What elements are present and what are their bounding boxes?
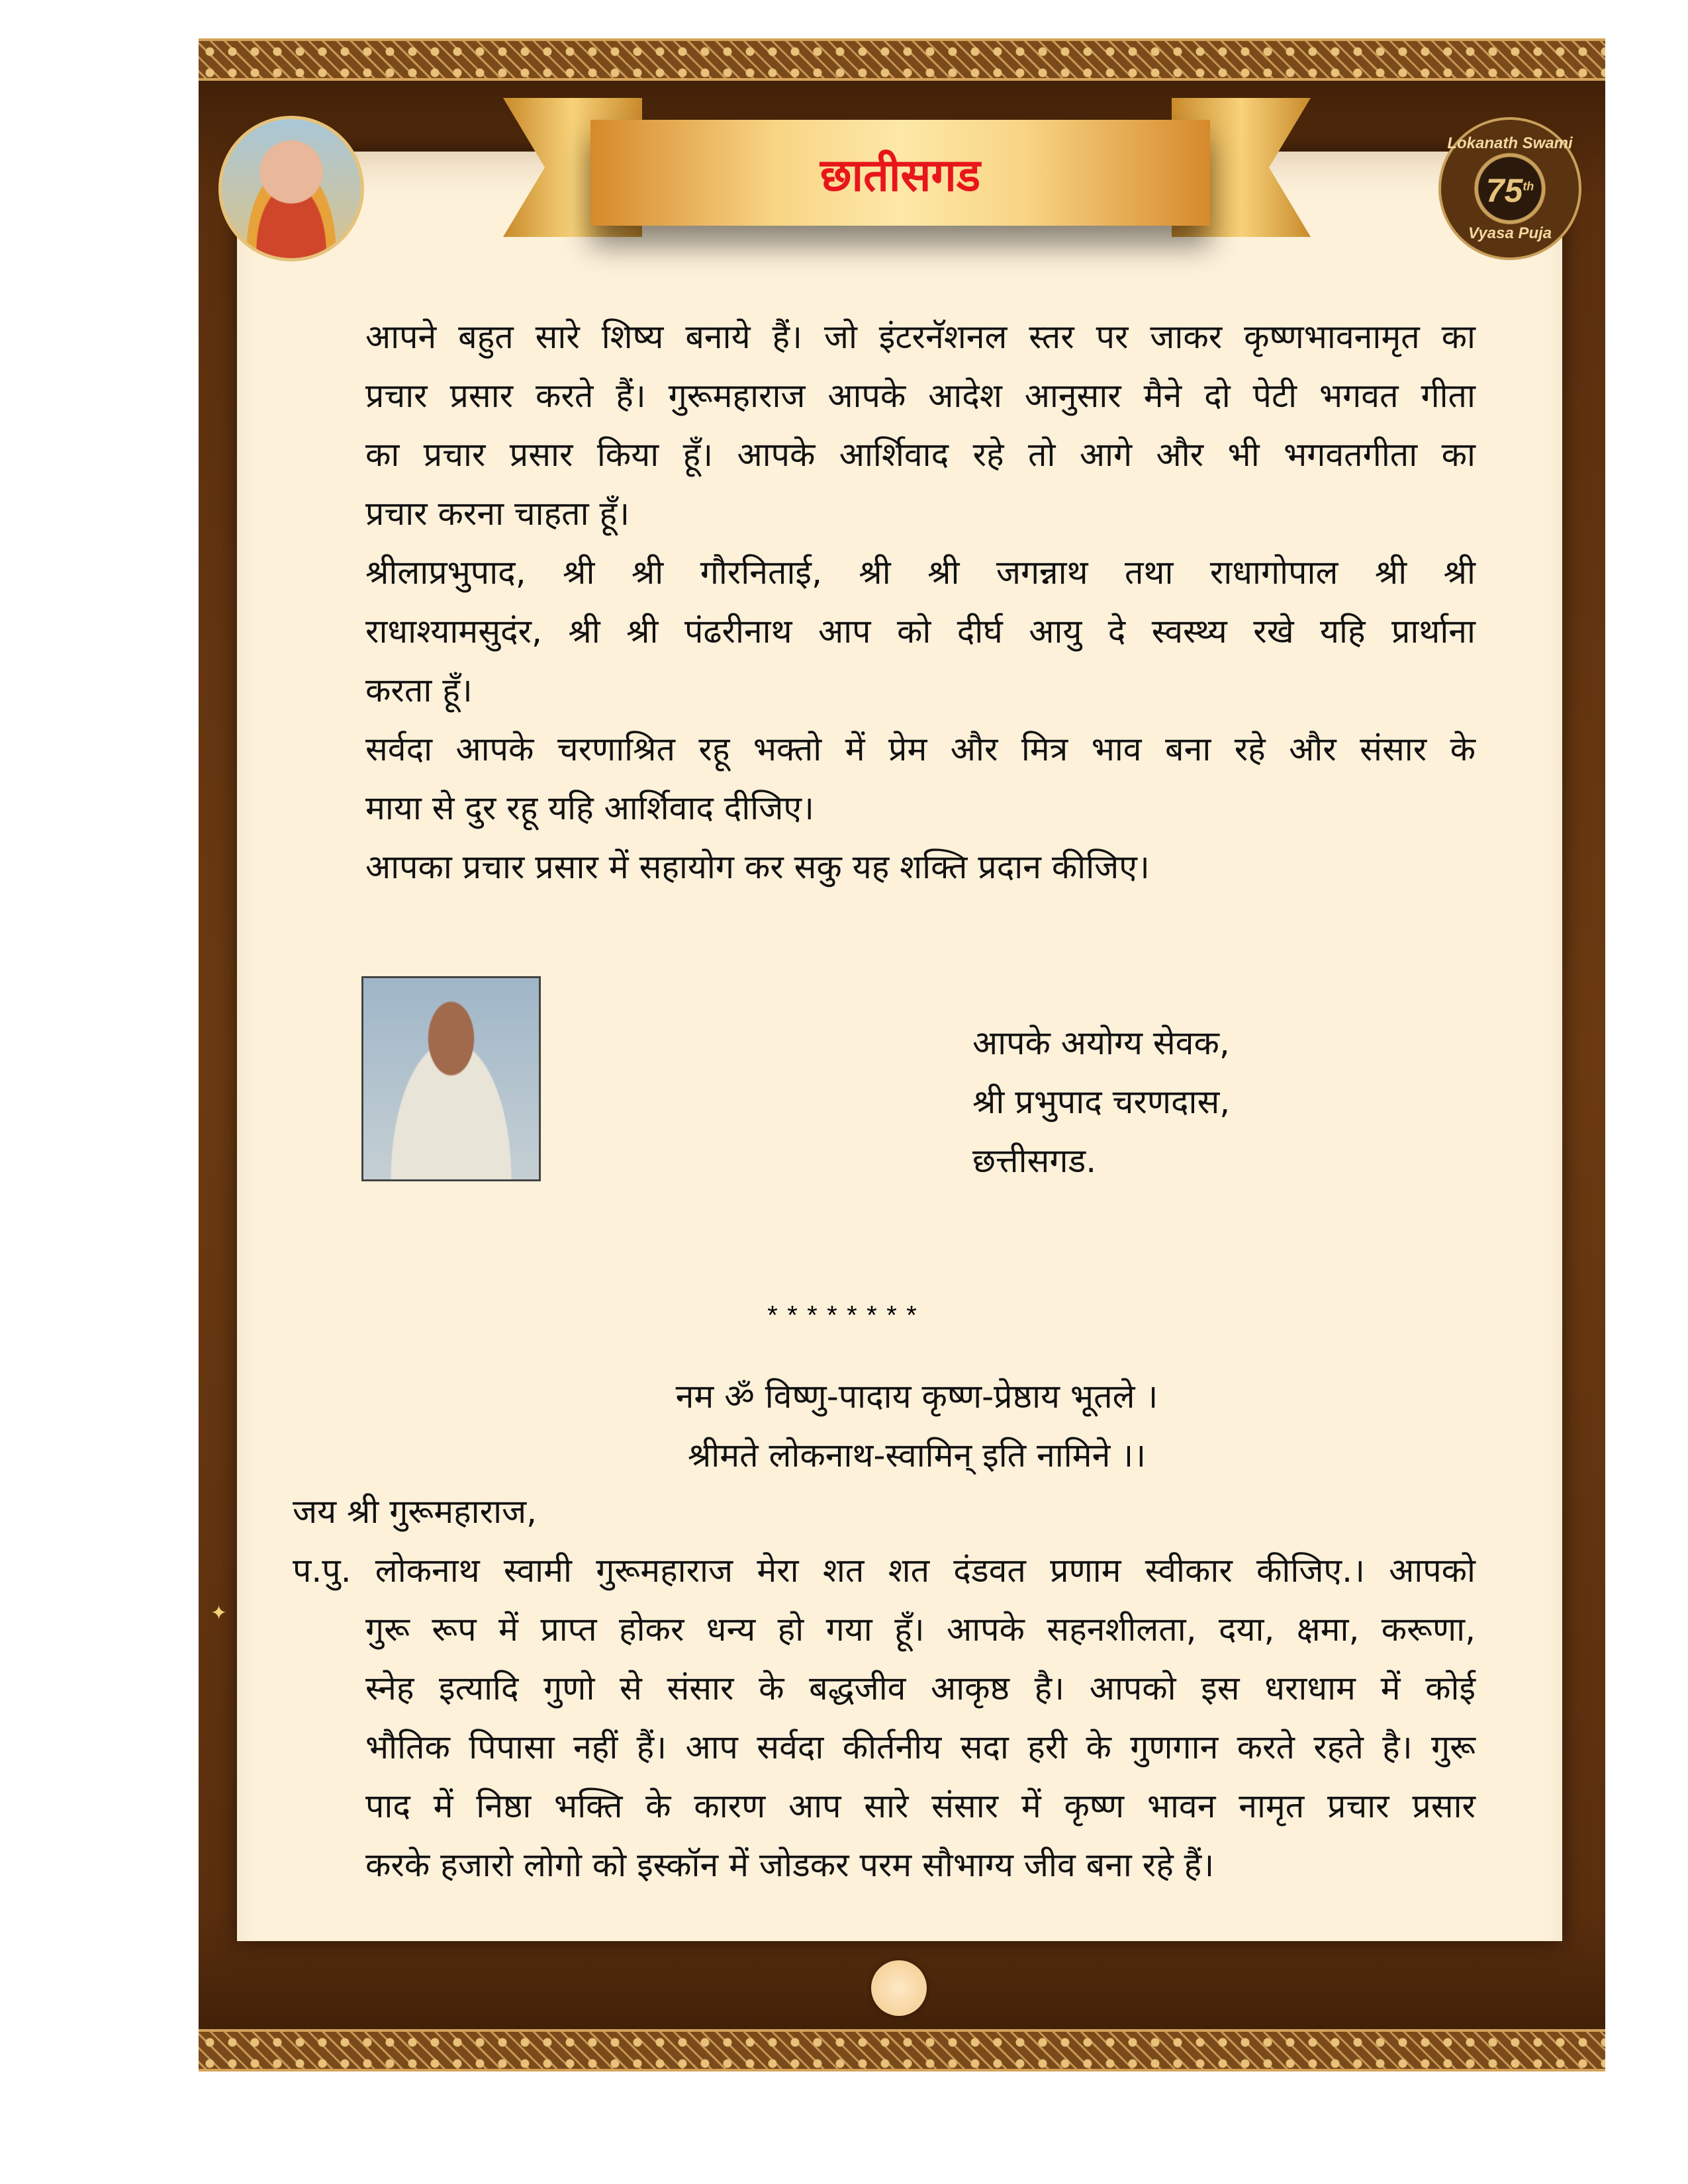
text-line: आपके अयोग्य सेवक, [972, 1024, 1230, 1062]
pranam-mantra [569, 1367, 1264, 1485]
letter-body-2 [293, 1482, 1476, 1895]
guru-portrait [218, 116, 364, 261]
text-line: प.पु. लोकनाथ स्वामी गुरूमहाराज मेरा शत शत दंडवत प्रणाम स्वीकार कीजिए.। आपको [293, 1551, 1476, 1590]
text-line: प्रचार प्रसार करते हैं। गुरूमहाराज आपके आदेश आनुसार मैने दो पेटी भगवत गीता [365, 377, 1476, 415]
text-line: प्रचार करना चाहता हूँ। [365, 494, 630, 533]
signature-block [972, 1014, 1230, 1191]
author-photo [361, 976, 541, 1181]
sparkle-icon: ✦ [211, 1602, 228, 1625]
text-line: माया से दुर रहू यहि आर्शिवाद दीजिए। [365, 789, 814, 827]
text-line: करता हूँ। [365, 671, 473, 709]
title-banner [590, 120, 1210, 226]
badge-number-suffix: th [1523, 179, 1534, 193]
text-line: करके हजारो लोगो को इस्कॉन में जोडकर परम सौभाग्य जीव बना रहे हैं। [365, 1846, 1215, 1884]
text-line: आपका प्रचार प्रसार में सहायोग कर सकु यह शक्ति प्रदान कीजिए। [365, 848, 1150, 886]
text-line: स्नेह इत्यादि गुणो से संसार के बद्धजीव आकृष्ठ है। आपको इस धराधाम में कोई [365, 1669, 1476, 1707]
separator: ******** [764, 1304, 924, 1334]
badge-number [1441, 171, 1579, 210]
text-line: का प्रचार प्रसार किया हूँ। आपके आर्शिवाद रहे तो आगे और भी भगवतगीता का [365, 435, 1476, 474]
greeting: जय श्री गुरूमहाराज, [293, 1492, 538, 1531]
vyasa-puja-badge [1438, 117, 1581, 260]
text-line: राधाश्यामसुदंर, श्री श्री पंढरीनाथ आप को दीर्घ आयु दे स्वस्थ्य रखे यहि प्रार्थाना [365, 612, 1476, 651]
text-line: गुरू रूप में प्राप्त होकर धन्य हो गया हूँ। आपके सहनशीलता, दया, क्षमा, करूणा, [365, 1610, 1476, 1649]
letter-body-1 [365, 308, 1476, 897]
text-line: भौतिक पिपासा नहीं हैं। आप सर्वदा कीर्तनीय सदा हरी के गुणगान करते रहते है। गुरू [365, 1728, 1476, 1766]
decorative-border-bottom [199, 2029, 1605, 2071]
decorative-border-top [199, 38, 1605, 81]
text-line: श्री प्रभुपाद चरणदास, [972, 1083, 1231, 1121]
badge-number-value: 75 [1485, 172, 1523, 209]
text-line: छत्तीसगड. [972, 1142, 1097, 1180]
text-line: सर्वदा आपके चरणाश्रित रहू भक्तो में प्रेम और मित्र भाव बना रहे और संसार के [365, 730, 1476, 768]
badge-top-text: Lokanath Swami [1447, 134, 1573, 152]
text-line: आपने बहुत सारे शिष्य बनाये हैं। जो इंटरनॅशनल स्तर पर जाकर कृष्णभावनामृत का [365, 318, 1476, 356]
text-line: नम ॐ विष्णु-पादाय कृष्ण-प्रेष्ठाय भूतले । [675, 1377, 1158, 1416]
badge-bottom-text: Vyasa Puja [1468, 224, 1552, 242]
text-line: श्रीलाप्रभुपाद, श्री श्री गौरनिताई, श्री श्री जगन्नाथ तथा राधागोपाल श्री श्री [365, 553, 1476, 592]
page-marker-dot [871, 1960, 927, 2016]
page-title: छातीसगड [820, 149, 981, 202]
text-line: श्रीमते लोकनाथ-स्वामिन् इति नामिने ।। [687, 1436, 1147, 1475]
text-line: पाद में निष्ठा भक्ति के कारण आप सारे संसार में कृष्ण भावन नामृत प्रचार प्रसार [365, 1787, 1476, 1825]
